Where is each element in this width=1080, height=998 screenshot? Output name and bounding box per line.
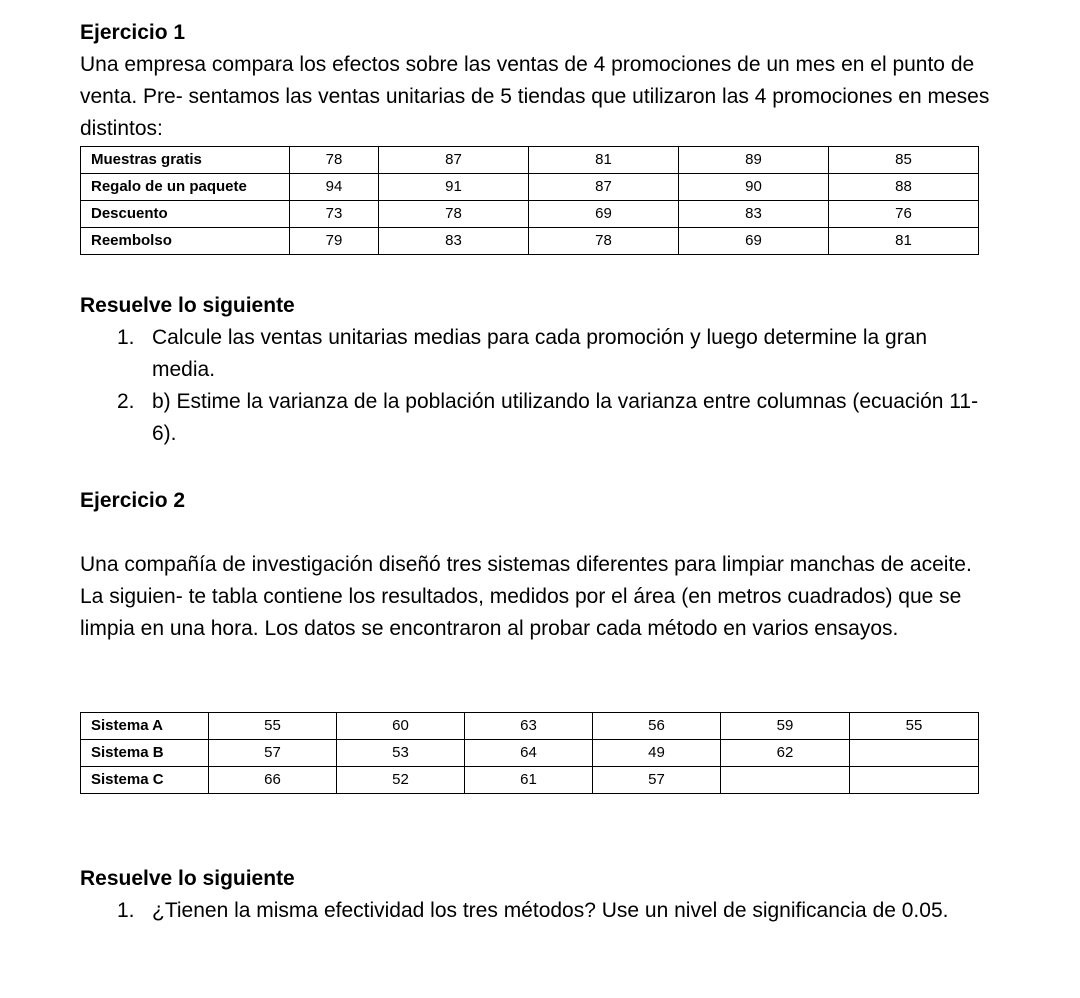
table-cell: 62 [721, 740, 850, 767]
list-number: 2. [117, 390, 135, 413]
table-cell: 76 [829, 201, 979, 228]
table-cell: 78 [529, 228, 679, 255]
table-cell: 79 [290, 228, 379, 255]
table-cell: 60 [337, 713, 465, 740]
exercise-1-task-list [80, 322, 995, 450]
table-cell: 61 [465, 767, 593, 794]
row-label: Sistema C [81, 767, 209, 794]
table-row [81, 767, 979, 794]
promotions-table-body [81, 147, 979, 255]
table-cell: 94 [290, 174, 379, 201]
table-cell: 59 [721, 713, 850, 740]
table-cell: 57 [593, 767, 721, 794]
exercise-1-tasks-title: Resuelve lo siguiente [80, 294, 295, 317]
table-cell [850, 767, 979, 794]
table-cell: 85 [829, 147, 979, 174]
table-cell: 56 [593, 713, 721, 740]
table-row [81, 147, 979, 174]
row-label: Regalo de un paquete [81, 174, 290, 201]
row-label: Reembolso [81, 228, 290, 255]
table-cell: 83 [379, 228, 529, 255]
table-row [81, 174, 979, 201]
table-cell: 73 [290, 201, 379, 228]
table-cell: 49 [593, 740, 721, 767]
list-text: b) Estime la varianza de la población utilizando la varianza entre columnas (ecuación 11-6). [152, 390, 979, 445]
exercise-2-tasks-title: Resuelve lo siguiente [80, 867, 295, 890]
exercise-2-title: Ejercicio 2 [80, 489, 186, 512]
table-cell: 69 [679, 228, 829, 255]
table-cell: 78 [379, 201, 529, 228]
list-number: 1. [117, 326, 135, 349]
exercise-2-task-list [80, 895, 995, 927]
table-cell: 88 [829, 174, 979, 201]
table-cell: 53 [337, 740, 465, 767]
table-cell: 78 [290, 147, 379, 174]
table-row [81, 713, 979, 740]
table-row [81, 201, 979, 228]
exercise-2-intro: Una compañía de investigación diseñó tres sistemas diferentes para limpiar manchas de aceite. La siguien- te tabla contiene los resultados, medidos por el área (en metros cuadrados) que se limpia en una hora. Los datos se encontraron al probar cada método en varios ensayos. [80, 553, 972, 640]
table-cell: 63 [465, 713, 593, 740]
table-cell: 83 [679, 201, 829, 228]
table-cell: 55 [209, 713, 337, 740]
list-number: 1. [117, 899, 135, 922]
table-cell: 89 [679, 147, 829, 174]
table-cell: 87 [529, 174, 679, 201]
table-cell: 52 [337, 767, 465, 794]
table-cell: 66 [209, 767, 337, 794]
systems-table-body [81, 713, 979, 794]
table-cell: 87 [379, 147, 529, 174]
row-label: Muestras gratis [81, 147, 290, 174]
list-item [80, 322, 995, 386]
table-cell: 90 [679, 174, 829, 201]
table-cell: 57 [209, 740, 337, 767]
table-cell: 81 [829, 228, 979, 255]
row-label: Descuento [81, 201, 290, 228]
table-row [81, 228, 979, 255]
table-cell [850, 740, 979, 767]
table-cell [721, 767, 850, 794]
table-row [81, 740, 979, 767]
list-item [80, 386, 995, 450]
list-text: Calcule las ventas unitarias medias para cada promoción y luego determine la gran media. [152, 326, 928, 381]
table-cell: 81 [529, 147, 679, 174]
systems-table [80, 712, 979, 794]
promotions-table [80, 146, 979, 255]
row-label: Sistema B [81, 740, 209, 767]
table-cell: 69 [529, 201, 679, 228]
exercise-1-intro: Una empresa compara los efectos sobre las ventas de 4 promociones de un mes en el punto de venta. Pre- sentamos las ventas unitarias de 5 tiendas que utilizaron las 4 promociones en meses distintos: [80, 53, 990, 140]
exercise-1-title: Ejercicio 1 [80, 21, 186, 44]
table-cell: 55 [850, 713, 979, 740]
list-item [80, 895, 995, 927]
table-cell: 91 [379, 174, 529, 201]
table-cell: 64 [465, 740, 593, 767]
list-text: ¿Tienen la misma efectividad los tres métodos? Use un nivel de significancia de 0.05. [152, 899, 949, 922]
row-label: Sistema A [81, 713, 209, 740]
